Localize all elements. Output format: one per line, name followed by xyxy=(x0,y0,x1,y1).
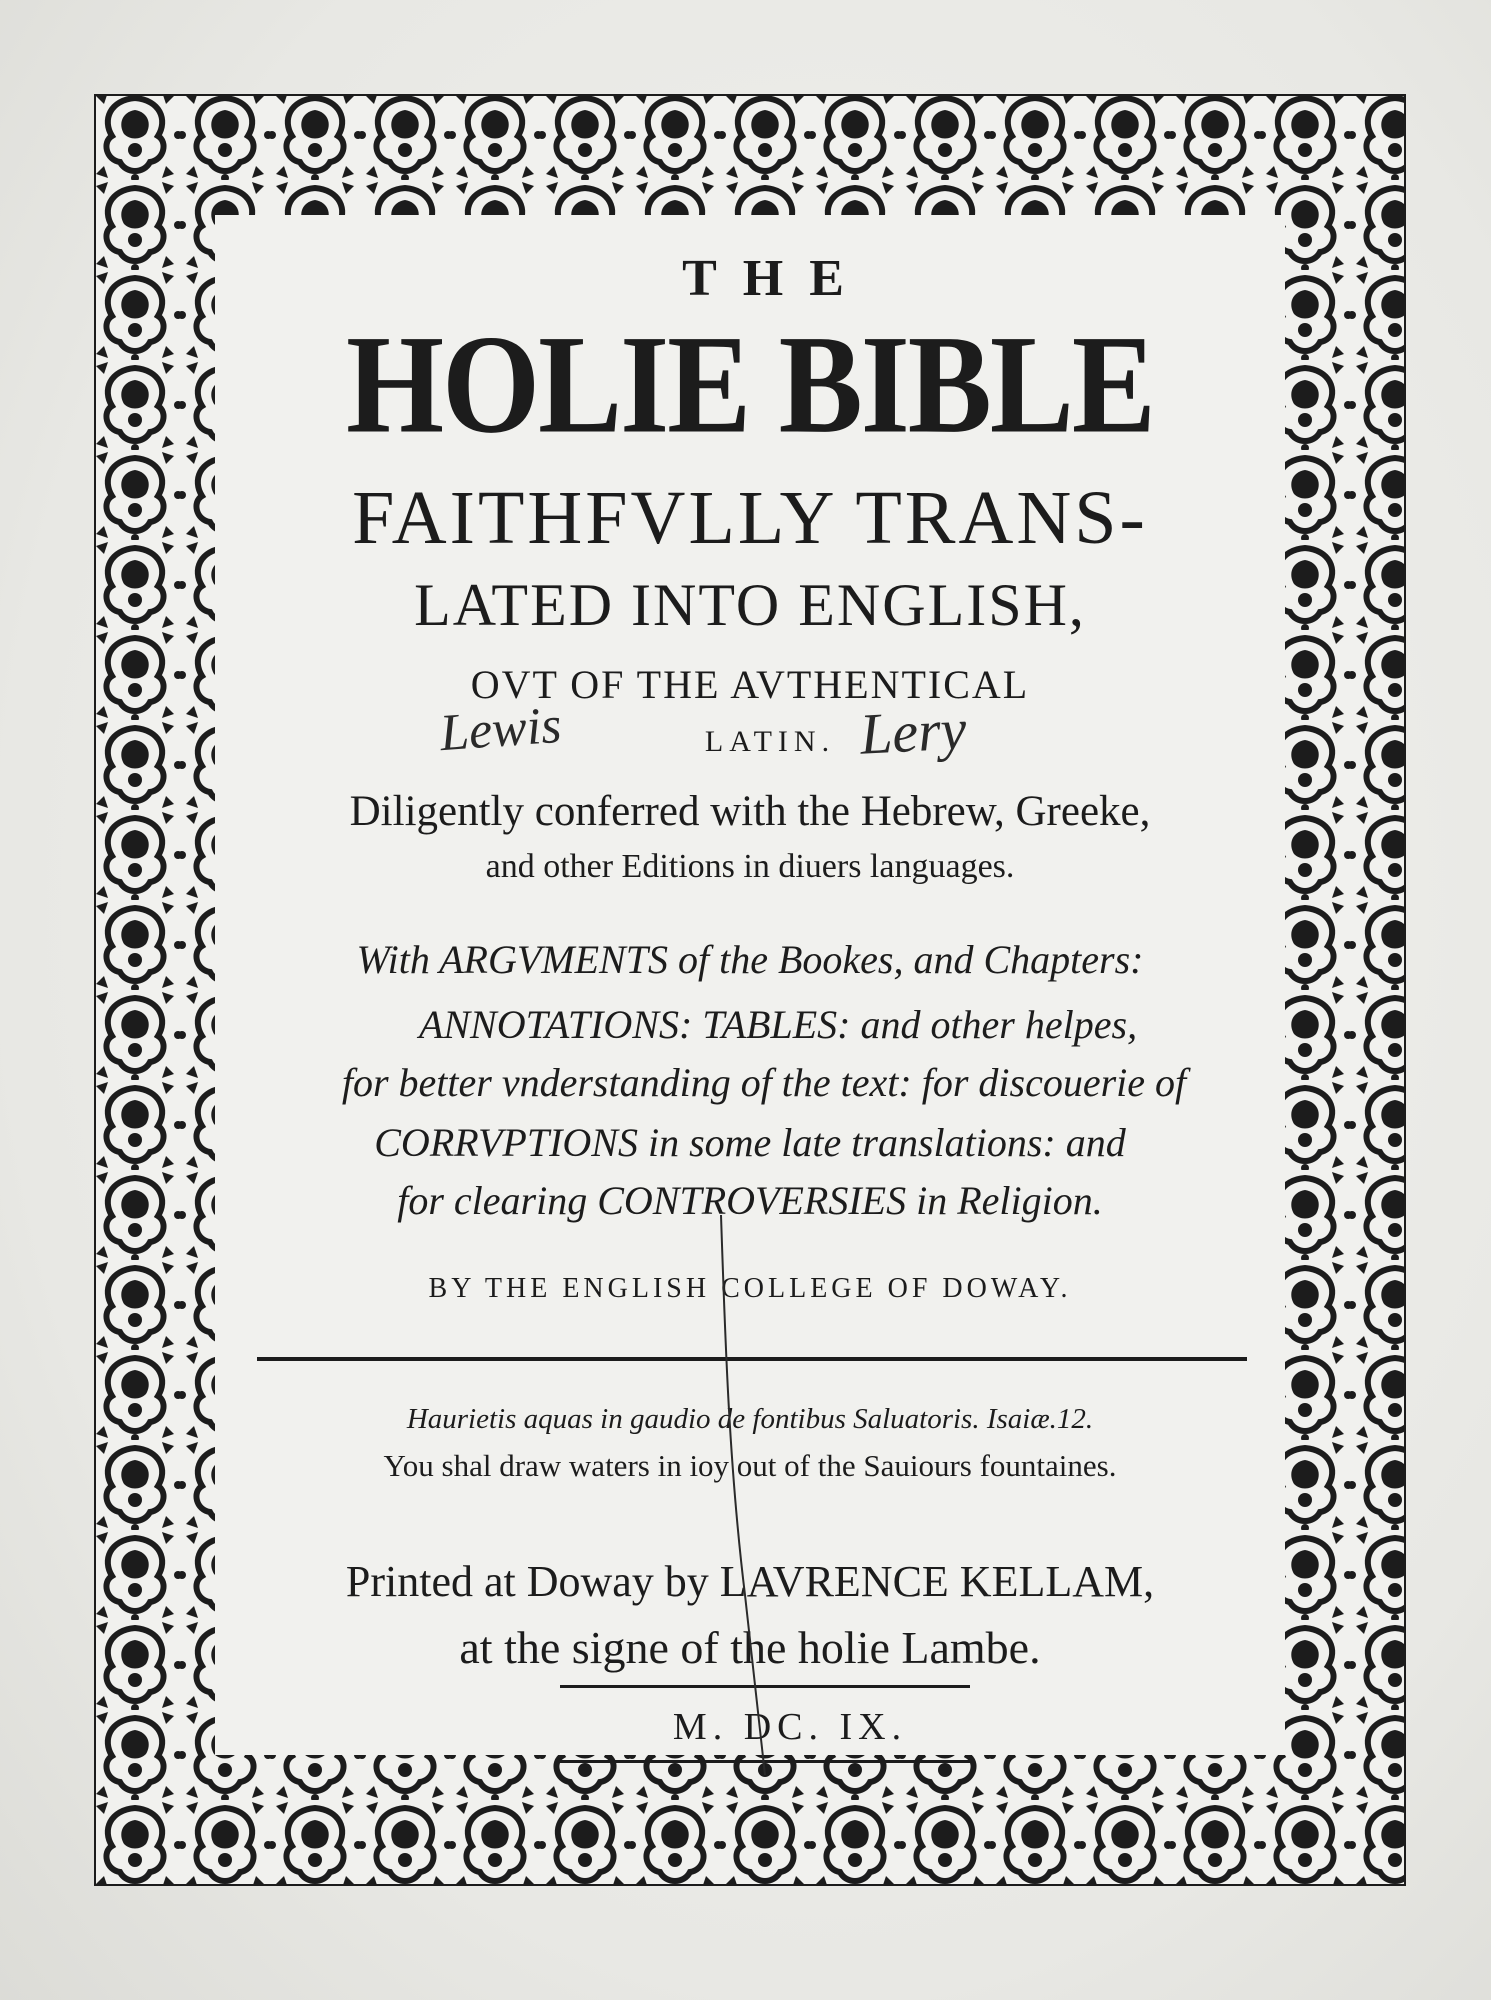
line-annotations: ANNOTATIONS: TABLES: and other helpes, xyxy=(418,1002,1138,1047)
title-latin: LATIN. xyxy=(704,725,836,758)
line-corruptions: CORRVPTIONS in some late translations: and xyxy=(374,1120,1126,1165)
line-diligently: Diligently conferred with the Hebrew, Greeke, xyxy=(349,788,1151,835)
imprint-printed-at: Printed at Doway by LAVRENCE KELLAM, xyxy=(345,1557,1155,1606)
title-faithfully: FAITHFVLLY TRANS- xyxy=(352,476,1148,560)
line-clearing-controversies: for clearing CONTROVERSIES in Religion. xyxy=(397,1178,1103,1223)
handwritten-signature-right: Lery xyxy=(858,696,968,767)
line-other-editions: and other Editions in diuers languages. xyxy=(485,848,1015,885)
line-better-understanding: for better vnderstanding of the text: for discouerie of xyxy=(341,1060,1187,1105)
verse-latin: Haurietis aquas in gaudio de fontibus Saluatoris. Isaiæ.12. xyxy=(406,1403,1094,1435)
handwritten-signature-left: Lewis xyxy=(438,696,564,763)
title-out-of-authentical: OVT OF THE AVTHENTICAL xyxy=(470,662,1030,707)
verse-english: You shal draw waters in ioy out of the Sauiours fountaines. xyxy=(383,1448,1117,1483)
title-lated-into-english: LATED INTO ENGLISH, xyxy=(414,572,1086,638)
line-english-college: BY THE ENGLISH COLLEGE OF DOWAY. xyxy=(428,1273,1072,1304)
imprint-signe: at the signe of the holie Lambe. xyxy=(459,1622,1041,1673)
title-holie-bible: HOLIE BIBLE xyxy=(346,307,1154,463)
title-panel xyxy=(215,215,1285,1755)
paper-crease-line xyxy=(715,1215,775,1775)
imprint-year: M. DC. IX. xyxy=(672,1706,908,1748)
title-the: THE xyxy=(682,250,870,307)
line-with-arguments: With ARGVMENTS of the Bookes, and Chapters: xyxy=(356,937,1144,982)
